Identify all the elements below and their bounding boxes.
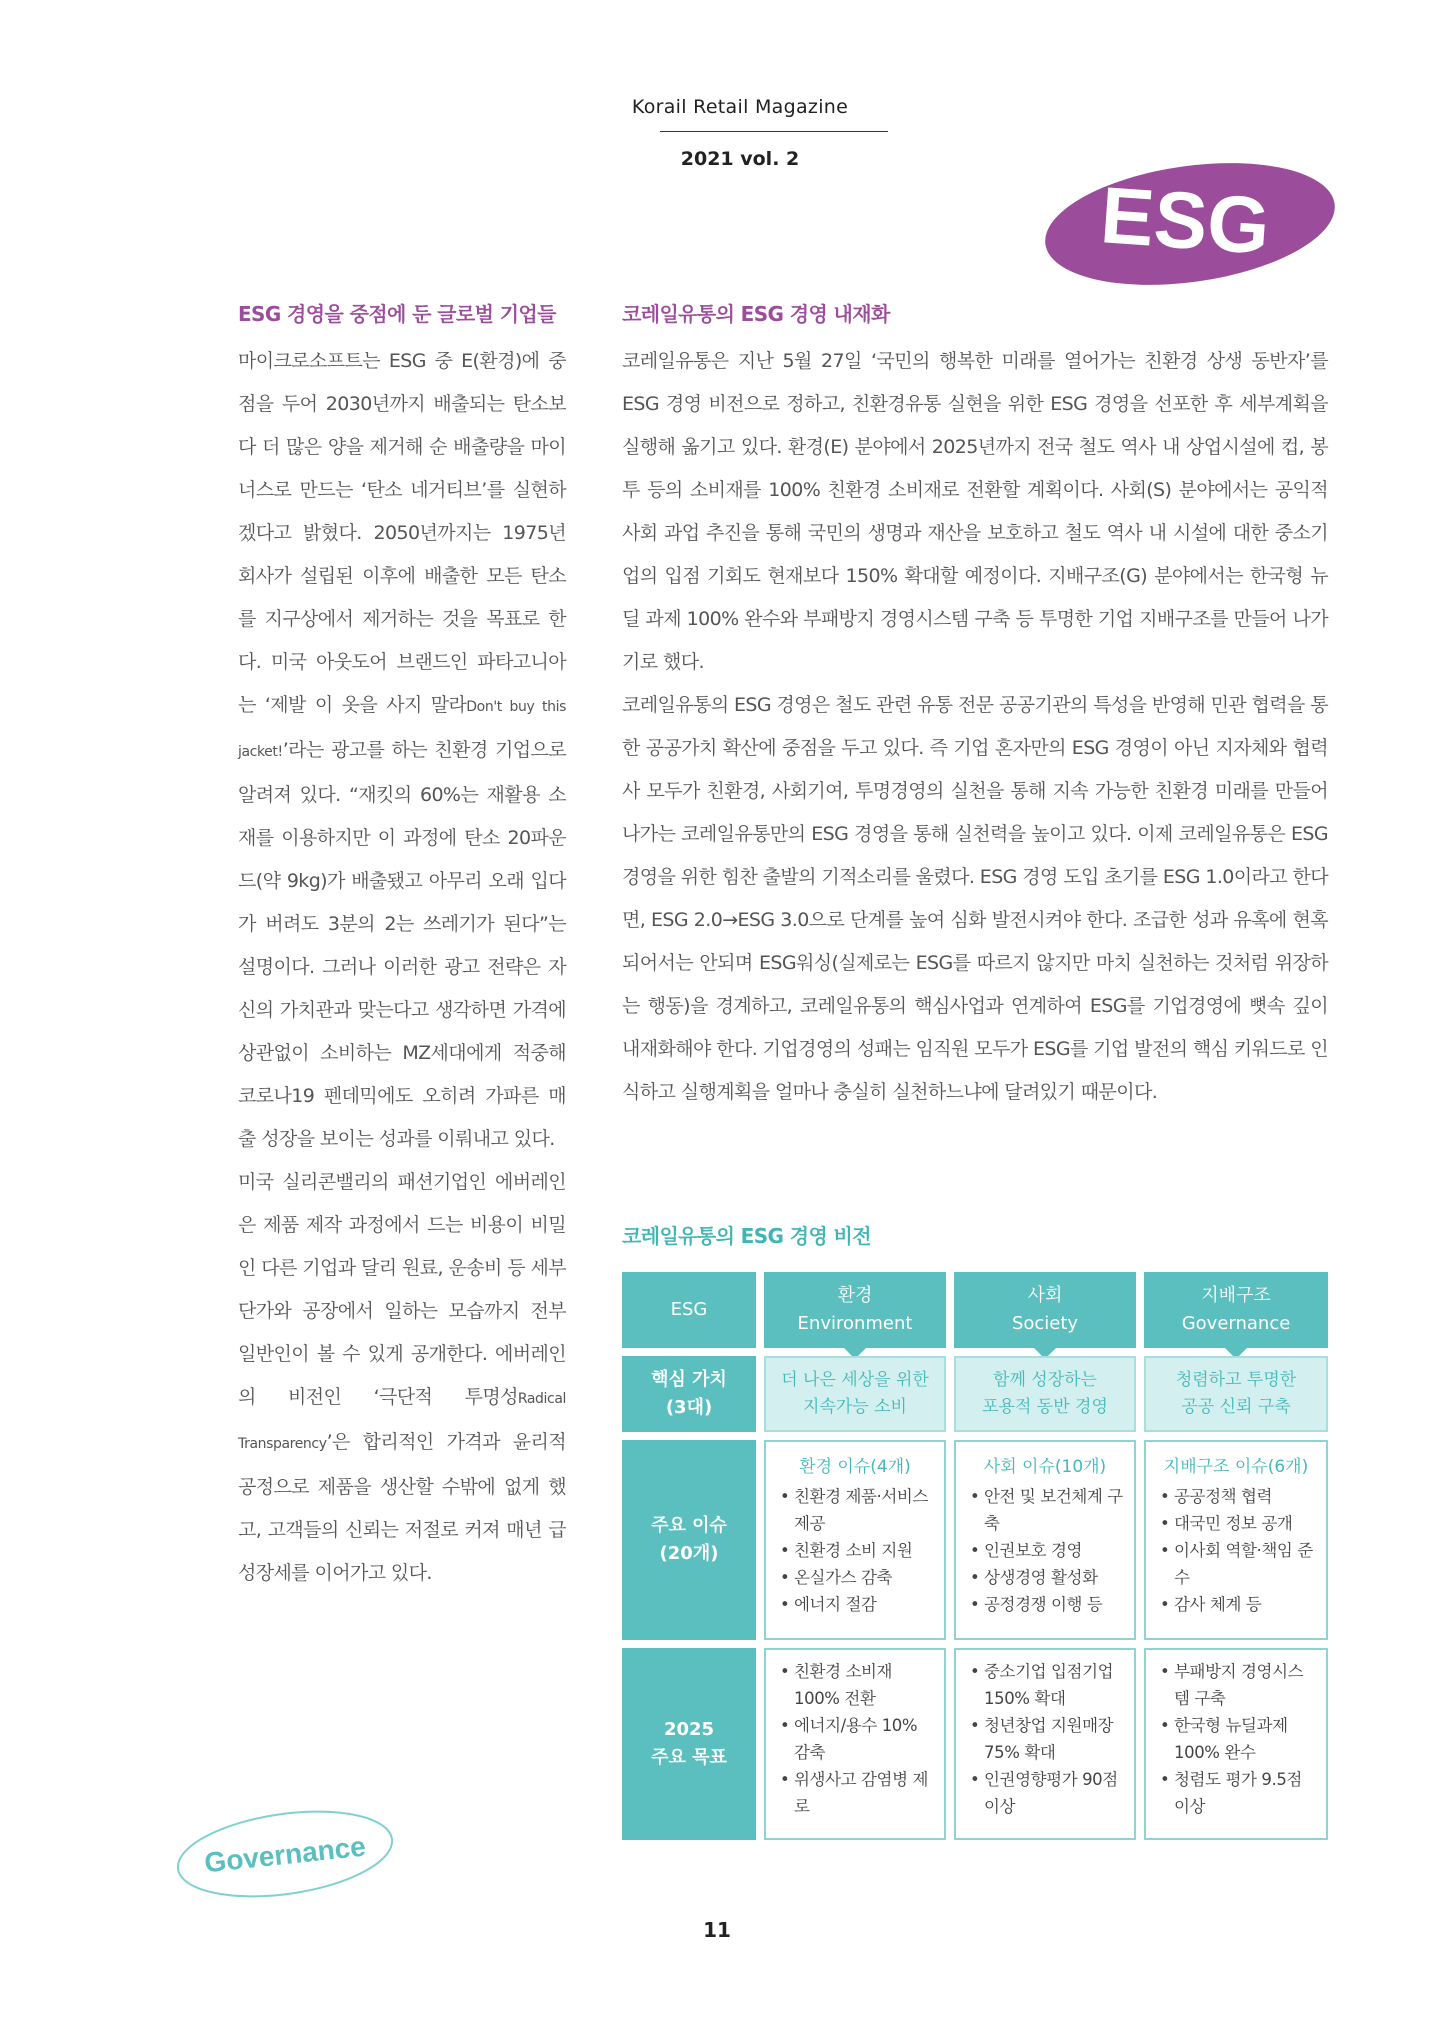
row-label-issues xyxy=(622,1440,756,1640)
list-item: • 위생사고 감염병 제로 xyxy=(780,1766,936,1820)
right-body xyxy=(622,340,1328,1114)
issue-list xyxy=(766,1483,944,1618)
value-environment xyxy=(764,1356,946,1432)
value-line: 포용적 동반 경영 xyxy=(982,1397,1108,1417)
column-header-en: Society xyxy=(1011,1313,1079,1334)
value-line: 지속가능 소비 xyxy=(803,1397,907,1417)
esg-badge xyxy=(1040,160,1340,288)
list-item: • 인권영향평가 90점 이상 xyxy=(970,1766,1126,1820)
list-item: • 부패방지 경영시스템 구축 xyxy=(1160,1658,1318,1712)
row-label-line: (20개) xyxy=(659,1543,719,1564)
table-corner xyxy=(622,1272,756,1348)
list-item: • 친환경 제품·서비스 제공 xyxy=(780,1483,936,1537)
list-item: • 대국민 정보 공개 xyxy=(1160,1510,1318,1537)
issue-title: 지배구조 이슈(6개) xyxy=(1163,1457,1309,1477)
vision-title: 코레일유통의 ESG 경영 비전 xyxy=(622,1224,871,1248)
value-line: 청렴하고 투명한 xyxy=(1175,1370,1297,1390)
page-number: 11 xyxy=(703,1918,731,1942)
governance-badge-text: Governance xyxy=(202,1830,368,1879)
right-heading: 코레일유통의 ESG 경영 내재화 xyxy=(622,302,890,326)
left-paragraph-1 xyxy=(238,340,566,1161)
esg-badge-text: ESG xyxy=(1097,170,1273,271)
issue-label: 2021 vol. 2 xyxy=(680,148,800,170)
list-item: • 중소기업 입점기업 150% 확대 xyxy=(970,1658,1126,1712)
goal-list xyxy=(956,1658,1134,1820)
issues-society xyxy=(954,1440,1136,1640)
list-item: • 청년창업 지원매장 75% 확대 xyxy=(970,1712,1126,1766)
value-line: 공공 신뢰 구축 xyxy=(1181,1397,1291,1417)
column-header-ko: 지배구조 xyxy=(1201,1285,1271,1306)
left-paragraph-2-part-a: 미국 실리콘밸리의 패션기업인 에버레인은 제품 제작 과정에서 드는 비용이 비밀인 다른 기업과 달리 원료, 운송비 등 세부 단가와 공장에서 일하는 모습까지 전부 일반인이 볼 수 있게 공개한다. 에버레인의 비전인 ‘극단적 투명성 xyxy=(238,1171,566,1408)
issues-governance xyxy=(1144,1440,1328,1640)
list-item: • 에너지/용수 10% 감축 xyxy=(780,1712,936,1766)
row-label-line: 핵심 가치 xyxy=(651,1369,727,1390)
list-item: • 친환경 소비재 100% 전환 xyxy=(780,1658,936,1712)
list-item: • 공공정책 협력 xyxy=(1160,1483,1318,1510)
issue-title: 사회 이슈(10개) xyxy=(983,1457,1107,1477)
issues-environment xyxy=(764,1440,946,1640)
issue-title: 환경 이슈(4개) xyxy=(799,1457,911,1477)
column-header-ko: 환경 xyxy=(837,1285,873,1306)
goal-list xyxy=(766,1658,944,1820)
list-item: • 상생경영 활성화 xyxy=(970,1564,1126,1591)
row-label-line: (3대) xyxy=(665,1397,713,1418)
value-line: 더 나은 세상을 위한 xyxy=(781,1370,929,1390)
goals-governance xyxy=(1144,1648,1328,1840)
vision-table xyxy=(622,1272,1328,1840)
row-label-line: 주요 목표 xyxy=(651,1747,727,1768)
list-item: • 인권보호 경영 xyxy=(970,1537,1126,1564)
list-item: • 청렴도 평가 9.5점 이상 xyxy=(1160,1766,1318,1820)
list-item: • 에너지 절감 xyxy=(780,1591,936,1618)
value-line: 함께 성장하는 xyxy=(993,1370,1097,1390)
list-item: • 온실가스 감축 xyxy=(780,1564,936,1591)
governance-badge xyxy=(170,1804,400,1904)
list-item: • 한국형 뉴딜과제 100% 완수 xyxy=(1160,1712,1318,1766)
left-paragraph-2-english: Radical Transparency xyxy=(238,1391,566,1452)
goals-society xyxy=(954,1648,1136,1840)
list-item: • 이사회 역할·책임 준수 xyxy=(1160,1537,1318,1591)
list-item: • 안전 및 보건체계 구축 xyxy=(970,1483,1126,1537)
issue-list xyxy=(1146,1483,1326,1618)
left-heading: ESG 경영을 중점에 둔 글로벌 기업들 xyxy=(238,302,556,326)
left-paragraph-2-part-b: ’은 합리적인 가격과 윤리적 공정으로 제품을 생산할 수밖에 없게 했고, 고객들의 신뢰는 저절로 커져 매년 급성장세를 이어가고 있다. xyxy=(238,1431,566,1584)
goal-list xyxy=(1146,1658,1326,1820)
row-label-goals xyxy=(622,1648,756,1840)
issue-list xyxy=(956,1483,1134,1618)
right-paragraph-1: 코레일유통은 지난 5월 27일 ‘국민의 행복한 미래를 열어가는 친환경 상생 동반자’를 ESG 경영 비전으로 정하고, 친환경유통 실현을 위한 ESG 경영을 선포한 후 세부계획을 실행해 옮기고 있다. 환경(E) 분야에서 2025년까지 전국 철도 역사 내 상업시설에 컵, 봉투 등의 소비재를 100% 친환경 소비재로 전환할 계획이다. 사회(S) 분야에서는 공익적 사회 과업 추진을 통해 국민의 생명과 재산을 보호하고 철도 역사 내 시설에 대한 중소기업의 입점 기회도 현재보다 150% 확대할 예정이다. 지배구조(G) 분야에서는 한국형 뉴딜 과제 100% 완수와 부패방지 경영시스템 구축 등 투명한 기업 지배구조를 만들어 나가기로 했다. xyxy=(622,350,1328,673)
column-header-en: Environment xyxy=(797,1313,913,1334)
column-header-governance xyxy=(1144,1272,1328,1348)
right-paragraph-2: 코레일유통의 ESG 경영은 철도 관련 유통 전문 공공기관의 특성을 반영해 민관 협력을 통한 공공가치 확산에 중점을 두고 있다. 즉 기업 혼자만의 ESG 경영이 아닌 지자체와 협력사 모두가 친환경, 사회기여, 투명경영의 실천을 통해 지속 가능한 친환경 미래를 만들어 나가는 코레일유통만의 ESG 경영을 통해 실천력을 높이고 있다. 이제 코레일유통은 ESG 경영을 위한 힘찬 출발의 기적소리를 울렸다. ESG 경영 도입 초기를 ESG 1.0이라고 한다면, ESG 2.0→ESG 3.0으로 단계를 높여 심화 발전시켜야 한다. 조급한 성과 유혹에 현혹되어서는 안되며 ESG워싱(실제로는 ESG를 따르지 않지만 마치 실천하는 것처럼 위장하는 행동)을 경계하고, 코레일유통의 핵심사업과 연계하여 ESG를 기업경영에 뼛속 깊이 내재화해야 한다. 기업경영의 성패는 임직원 모두가 ESG를 기업 발전의 핵심 키워드로 인식하고 실행계획을 얼마나 충실히 실천하느냐에 달려있기 때문이다. xyxy=(622,694,1328,1103)
list-item: • 친환경 소비 지원 xyxy=(780,1537,936,1564)
left-paragraph-1-part-a: 마이크로소프트는 ESG 중 E(환경)에 중점을 두어 2030년까지 배출되는 탄소보다 더 많은 양을 제거해 순 배출량을 마이너스로 만드는 ‘탄소 네거티브’를 실현하겠다고 밝혔다. 2050년까지는 1975년 회사가 설립된 이후에 배출한 모든 탄소를 지구상에서 제거하는 것을 목표로 한다. 미국 아웃도어 브랜드인 파타고니아는 ‘제발 이 옷을 사지 말라 xyxy=(238,350,566,716)
value-society xyxy=(954,1356,1136,1432)
row-label-line: 주요 이슈 xyxy=(651,1515,727,1536)
list-item: • 감사 체계 등 xyxy=(1160,1591,1318,1618)
left-paragraph-1-english: Don't buy this jacket! xyxy=(238,699,566,760)
header-divider xyxy=(660,131,888,132)
left-paragraph-2 xyxy=(238,1161,566,1595)
column-header-en: Governance xyxy=(1181,1313,1291,1334)
goals-environment xyxy=(764,1648,946,1840)
list-item: • 공정경쟁 이행 등 xyxy=(970,1591,1126,1618)
column-header-environment xyxy=(764,1272,946,1348)
left-paragraph-1-part-b: ’라는 광고를 하는 친환경 기업으로 알려져 있다. “재킷의 60%는 재활용 소재를 이용하지만 이 과정에 탄소 20파운드(약 9kg)가 배출됐고 아무리 오래 입다가 버려도 3분의 2는 쓰레기가 된다”는 설명이다. 그러나 이러한 광고 전략은 자신의 가치관과 맞는다고 생각하면 가격에 상관없이 소비하는 MZ세대에게 적중해 코로나19 펜데믹에도 오히려 가파른 매출 성장을 보이는 성과를 이뤄내고 있다. xyxy=(238,739,566,1150)
value-governance xyxy=(1144,1356,1328,1432)
magazine-title: Korail Retail Magazine xyxy=(631,96,849,118)
column-header-ko: 사회 xyxy=(1027,1285,1063,1306)
row-label-values xyxy=(622,1356,756,1432)
table-corner-label: ESG xyxy=(670,1299,708,1320)
left-body xyxy=(238,340,566,1595)
column-header-society xyxy=(954,1272,1136,1348)
row-label-line: 2025 xyxy=(663,1719,715,1740)
